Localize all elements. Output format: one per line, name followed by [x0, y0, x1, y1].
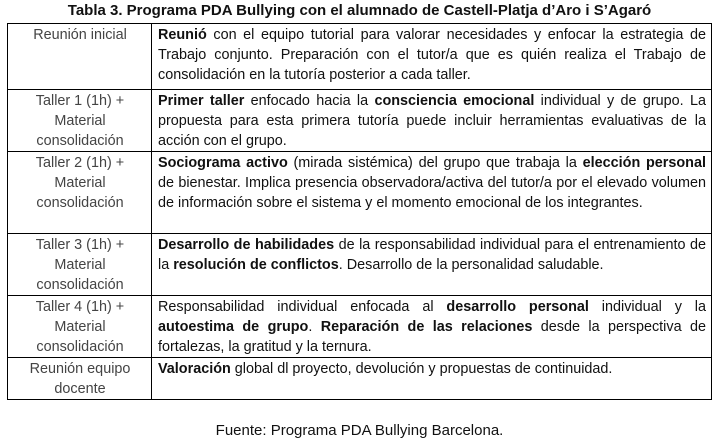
row-description [152, 24, 712, 90]
row-description [152, 234, 712, 296]
table-row [8, 152, 712, 234]
source-caption: Fuente: Programa PDA Bullying Barcelona. [215, 422, 504, 439]
table-title: Tabla 3. Programa PDA Bullying con el alumnado de Castell-Platja d’Aro i S’Agaró [67, 2, 652, 19]
bold-term: Reunió [158, 27, 207, 43]
row-label: Taller 2 (1h) + Material consolidación [8, 152, 152, 234]
table-row [8, 90, 712, 152]
description-text: individual y la [588, 299, 706, 315]
row-description [152, 90, 712, 152]
row-label: Taller 3 (1h) + Material consolidación [8, 234, 152, 296]
bold-term: desarrollo personal [446, 299, 589, 315]
description-text: enfocado hacia la [244, 93, 375, 109]
bold-term: Sociograma activo [158, 155, 288, 171]
bold-term: Reparación de las relaciones [320, 319, 533, 335]
table-row [8, 296, 712, 358]
bold-term: autoestima de grupo [158, 319, 309, 335]
description-text: . Desarrollo de la personalidad saludable. [338, 257, 604, 273]
table-row [8, 234, 712, 296]
bold-term: Valoración [158, 361, 231, 377]
bold-term: resolución de conflictos [173, 257, 339, 273]
description-text: individual y de grupo. La propuesta para esta primera tutoría puede incluir herramientas evaluativas de la acción con el grupo. [158, 93, 706, 149]
description-text: (mirada sistémica) del grupo que trabaja la [287, 155, 583, 171]
table-row [8, 24, 712, 90]
row-description [152, 358, 712, 400]
row-label: Taller 4 (1h) + Material consolidación [8, 296, 152, 358]
row-description [152, 296, 712, 358]
bold-term: Desarrollo de habilidades [158, 237, 335, 253]
program-table [7, 23, 712, 400]
row-label: Reunión inicial [8, 24, 152, 90]
description-text: de la responsabilidad individual para el entrenamiento de la [158, 237, 706, 273]
table-body [8, 24, 712, 400]
description-text: con el equipo tutorial para valorar necesidades y enfocar la estrategia de Trabajo conjunto. Preparación con el tutor/a que es quién realiza el Trabajo de consolidación en la tutoría posterior a cada taller. [158, 27, 706, 83]
description-text: Responsabilidad individual enfocada al [158, 299, 447, 315]
row-label: Taller 1 (1h) + Material consolidación [8, 90, 152, 152]
bold-term: Primer taller [158, 93, 245, 109]
row-label: Reunión equipo docente [8, 358, 152, 400]
bold-term: elección personal [582, 155, 706, 171]
table-row [8, 358, 712, 400]
description-text: de bienestar. Implica presencia observadora/activa del tutor/a por el elevado volumen de información sobre el sistema y el momento emocional de los integrantes. [158, 175, 706, 211]
description-text: . [308, 319, 321, 335]
bold-term: consciencia emocional [374, 93, 535, 109]
description-text: desde la perspectiva de fortalezas, la gratitud y la ternura. [158, 319, 706, 355]
row-description [152, 152, 712, 234]
description-text: global dl proyecto, devolución y propuestas de continuidad. [230, 361, 613, 377]
